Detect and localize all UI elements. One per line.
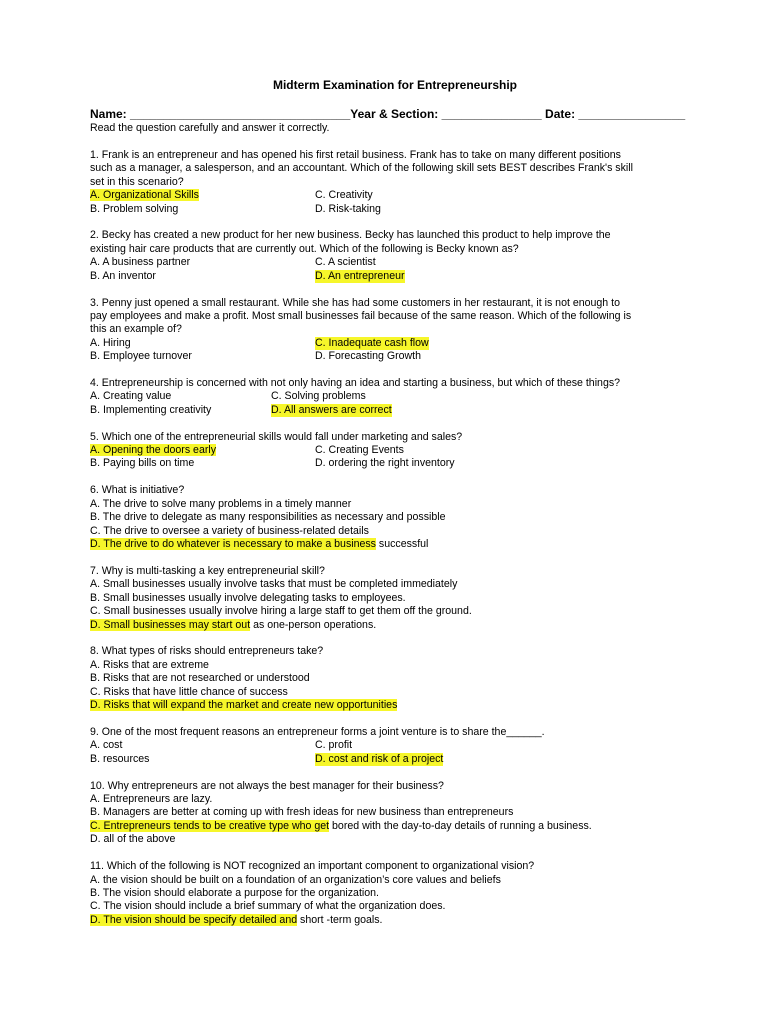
question-stem-line: 7. Why is multi-tasking a key entrepreneurial skill? bbox=[90, 564, 325, 577]
answer-option: C. Creating Events bbox=[315, 444, 404, 457]
question-stem-line: this an example of? bbox=[90, 323, 182, 336]
answer-option: B. Risks that are not researched or understood bbox=[90, 672, 310, 685]
question-2 bbox=[90, 229, 690, 283]
answer-option-highlighted: D. cost and risk of a project bbox=[315, 752, 444, 765]
answer-option: B. The vision should elaborate a purpose for the organization. bbox=[90, 887, 379, 899]
question-stem-line: existing hair care products that are currently out. Which of the following is Becky known as? bbox=[90, 242, 519, 255]
answer-option: B. Paying bills on time bbox=[90, 457, 195, 470]
answer-remainder: as one-person operations. bbox=[250, 618, 377, 631]
answer-highlight: D. Small businesses may start out bbox=[90, 618, 251, 631]
answer-option-highlighted: A. Opening the doors early bbox=[90, 444, 217, 457]
question-6 bbox=[90, 484, 690, 551]
answer-option: C. Solving problems bbox=[271, 390, 366, 403]
answer-option: A. The drive to solve many problems in a timely manner bbox=[90, 497, 352, 510]
question-stem-line: 5. Which one of the entrepreneurial skills would fall under marketing and sales? bbox=[90, 430, 463, 443]
answer-option: C. A scientist bbox=[315, 256, 376, 269]
answer-option: B. An inventor bbox=[90, 269, 156, 282]
answer-option: A. Risks that are extreme bbox=[90, 658, 209, 671]
question-stem-line: pay employees and make a profit. Most small businesses fail because of the same reason. Which of the following is bbox=[90, 309, 632, 322]
answer-option: D. ordering the right inventory bbox=[315, 457, 455, 470]
question-3 bbox=[90, 297, 690, 364]
question-stem-line: 4. Entrepreneurship is concerned with not only having an idea and starting a business, but which of these things? bbox=[90, 377, 621, 389]
answer-option: C. The drive to oversee a variety of business-related details bbox=[90, 524, 369, 537]
answer-option-highlighted: A. Organizational Skills bbox=[90, 189, 199, 202]
answer-option: A. Hiring bbox=[90, 336, 131, 349]
question-stem-line: 11. Which of the following is NOT recognized an important component to organizational vision? bbox=[90, 860, 535, 873]
question-10 bbox=[90, 780, 690, 847]
question-stem-line: 9. One of the most frequent reasons an entrepreneur forms a joint venture is to share the______. bbox=[90, 725, 545, 738]
question-stem-line: set in this scenario? bbox=[90, 175, 184, 188]
question-stem-line: such as a manager, a salesperson, and an accountant. Which of the following skill sets BEST describes Frank's skill bbox=[90, 162, 633, 175]
answer-option: D. Forecasting Growth bbox=[315, 350, 421, 363]
answer-option: D. all of the above bbox=[90, 833, 176, 846]
answer-option: B. Managers are better at coming up with fresh ideas for new business than entrepreneurs bbox=[90, 806, 514, 819]
answer-option bbox=[90, 699, 690, 712]
exam-title: Midterm Examination for Entrepreneurship bbox=[272, 78, 518, 92]
answer-option: C. Risks that have little chance of success bbox=[90, 685, 288, 698]
student-info-line: Name: _________________________________Year & Section: _______________ Date: ________________ bbox=[90, 107, 686, 121]
answer-option-highlighted: D. All answers are correct bbox=[271, 403, 392, 416]
answer-option: C. The vision should include a brief summary of what the organization does. bbox=[90, 900, 446, 913]
answer-option: A. Creating value bbox=[90, 390, 172, 403]
answer-option: C. Small businesses usually involve hiring a large staff to get them off the ground. bbox=[90, 605, 472, 618]
question-1 bbox=[90, 149, 690, 216]
answer-highlight: D. The vision should be specify detailed and bbox=[90, 913, 298, 926]
question-stem-line: 2. Becky has created a new product for her new business. Becky has launched this product to help improve the bbox=[90, 229, 611, 242]
question-11 bbox=[90, 860, 690, 927]
question-stem-line: 8. What types of risks should entrepreneurs take? bbox=[90, 645, 324, 658]
question-stem-line: 3. Penny just opened a small restaurant. While she has had some customers in her restaurant, it is not enough to bbox=[90, 296, 620, 309]
answer-option: C. profit bbox=[315, 739, 353, 752]
answer-option: B. Implementing creativity bbox=[90, 403, 212, 416]
question-stem-line: 10. Why entrepreneurs are not always the best manager for their business? bbox=[90, 779, 444, 792]
answer-option: A. Entrepreneurs are lazy. bbox=[90, 793, 213, 806]
question-stem-line: 1. Frank is an entrepreneur and has opened his first retail business. Frank has to take on many different positions bbox=[90, 148, 621, 161]
answer-option: B. resources bbox=[90, 752, 150, 765]
exam-page bbox=[90, 78, 690, 927]
answer-option: B. Employee turnover bbox=[90, 350, 192, 363]
question-4 bbox=[90, 377, 690, 417]
answer-option: C. Creativity bbox=[315, 189, 373, 202]
answer-highlight: C. Entrepreneurs tends to be creative type who get bbox=[90, 819, 330, 832]
question-9 bbox=[90, 726, 690, 766]
answer-option: B. Problem solving bbox=[90, 202, 179, 215]
answer-option: A. A business partner bbox=[90, 256, 191, 269]
answer-option: A. cost bbox=[90, 739, 123, 752]
answer-option: A. the vision should be built on a foundation of an organization’s core values and beliefs bbox=[90, 873, 501, 886]
instructions: Read the question carefully and answer it correctly. bbox=[90, 122, 330, 134]
question-8 bbox=[90, 645, 690, 712]
question-stem-line: 6. What is initiative? bbox=[90, 484, 185, 497]
answer-remainder: successful bbox=[375, 538, 429, 550]
answer-option bbox=[90, 538, 690, 551]
answer-highlight: D. The drive to do whatever is necessary to make a business bbox=[90, 538, 376, 550]
question-7 bbox=[90, 565, 690, 632]
answer-option: D. Risk-taking bbox=[315, 202, 381, 215]
question-5 bbox=[90, 431, 690, 471]
answer-option: A. Small businesses usually involve tasks that must be completed immediately bbox=[90, 578, 458, 591]
answer-option bbox=[90, 914, 690, 927]
answer-remainder: bored with the day-to-day details of running a business. bbox=[329, 819, 592, 832]
answer-option-highlighted: C. Inadequate cash flow bbox=[315, 336, 429, 349]
answer-option-highlighted: D. An entrepreneur bbox=[315, 269, 405, 282]
answer-option bbox=[90, 619, 690, 632]
answer-remainder: short -term goals. bbox=[297, 913, 383, 926]
answer-option: B. Small businesses usually involve delegating tasks to employees. bbox=[90, 591, 406, 604]
answer-option bbox=[90, 820, 690, 833]
answer-option: B. The drive to delegate as many responsibilities as necessary and possible bbox=[90, 511, 446, 524]
answer-highlight: D. Risks that will expand the market and create new opportunities bbox=[90, 699, 398, 712]
